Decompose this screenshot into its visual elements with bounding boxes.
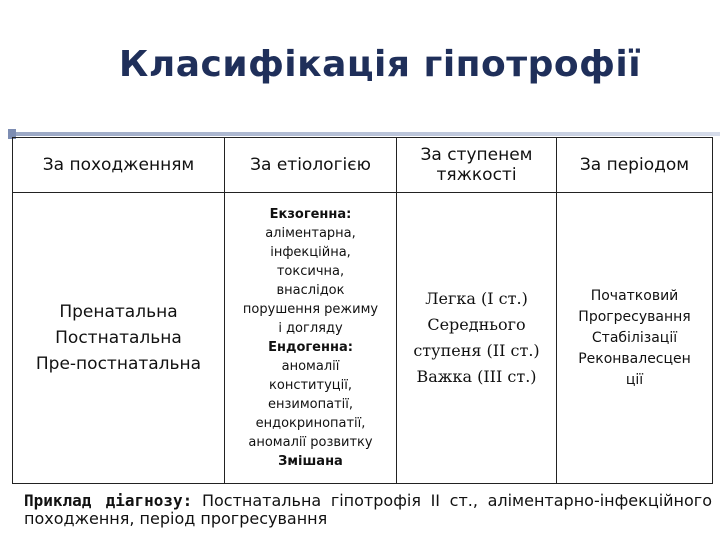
diagnosis-example-text: Постнатальна гіпотрофія ІІ ст., аліментарно-інфекційного походження, період прогресування xyxy=(24,491,712,528)
etiology-endogenous-label: Ендогенна: xyxy=(268,340,353,355)
classification-table xyxy=(12,137,713,484)
etiology-item: конституції, xyxy=(269,378,352,393)
etiology-item: ензимопатії, xyxy=(267,397,353,412)
etiology-cell xyxy=(225,193,397,484)
etiology-item: інфекційна, xyxy=(270,245,351,260)
table-row xyxy=(13,193,713,484)
header-origin: За походженням xyxy=(13,138,225,193)
header-etiology: За етіологією xyxy=(225,138,397,193)
etiology-item: токсична, xyxy=(276,264,345,279)
etiology-exogenous-label: Екзогенна: xyxy=(269,207,352,222)
header-severity: За ступенем тяжкості xyxy=(397,138,557,193)
origin-item: Пренатальна xyxy=(59,302,178,322)
table-header-row xyxy=(13,138,713,193)
origin-item: Пре-постнатальна xyxy=(35,354,202,374)
title-underline xyxy=(8,132,720,136)
severity-item: Середнього xyxy=(427,315,526,334)
etiology-item: ендокринопатії, xyxy=(255,416,366,431)
severity-item: Важка (ІІІ ст.) xyxy=(416,367,537,386)
period-item: Початковий xyxy=(590,287,679,304)
page-title: Класифікація гіпотрофії xyxy=(118,44,642,85)
header-period: За періодом xyxy=(557,138,713,193)
etiology-mixed-label: Змішана xyxy=(278,454,343,469)
diagnosis-example-label: Приклад діагнозу: xyxy=(24,491,193,510)
period-item: Стабілізації xyxy=(591,329,678,346)
period-cell xyxy=(557,193,713,484)
period-item: ції xyxy=(625,371,644,388)
etiology-item: внаслідок xyxy=(276,283,345,298)
etiology-item: аномалії xyxy=(281,359,340,374)
diagnosis-example xyxy=(24,492,712,528)
origin-item: Постнатальна xyxy=(55,328,182,348)
period-item: Реконвалесцен xyxy=(578,350,691,367)
severity-cell xyxy=(397,193,557,484)
etiology-item: аліментарна, xyxy=(265,226,356,241)
origin-cell xyxy=(13,193,225,484)
period-item: Прогресування xyxy=(578,308,691,325)
etiology-item: аномалії розвитку xyxy=(248,435,373,450)
severity-item: Легка (І ст.) xyxy=(425,289,528,308)
etiology-item: і догляду xyxy=(278,321,343,336)
etiology-item: порушення режиму xyxy=(242,302,379,317)
severity-item: ступеня (ІІ ст.) xyxy=(413,341,540,360)
